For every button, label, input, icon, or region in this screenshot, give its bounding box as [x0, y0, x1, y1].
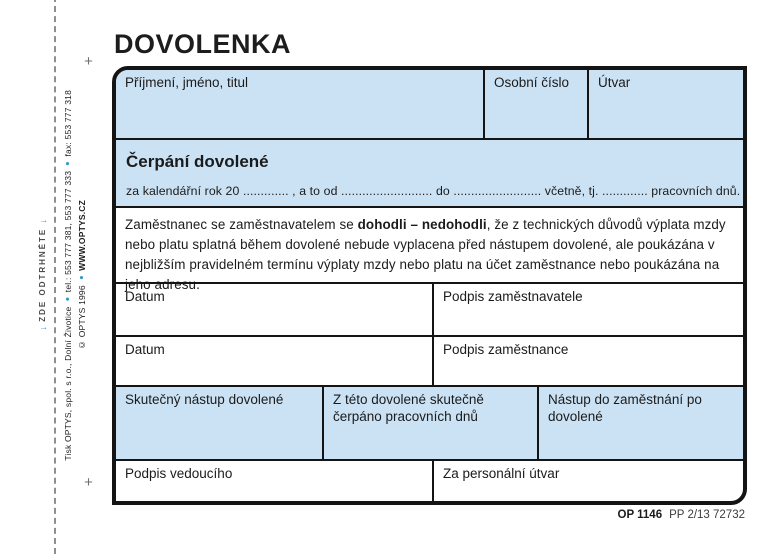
employer-signature-cell [432, 284, 743, 335]
actual-vacation-row [116, 385, 743, 459]
header-row [116, 70, 743, 138]
department-cell [587, 70, 743, 138]
days-taken-label: Z této dovolené skutečně čerpáno pracovních dnů [333, 392, 484, 424]
final-signature-row [116, 459, 743, 501]
name-field-cell [116, 70, 483, 138]
actual-start-cell [116, 387, 322, 459]
registration-plus-mark: + [84, 474, 93, 491]
perforation-dashed-line [54, 0, 56, 554]
bullet-icon: ● [63, 294, 72, 304]
date-cell [116, 337, 432, 385]
days-taken-cell [322, 387, 537, 459]
vacation-section-row [116, 138, 743, 206]
personal-number-label: Osobní číslo [494, 75, 570, 90]
vacation-form-table [112, 66, 747, 505]
vacation-section-cell [116, 140, 743, 206]
printer-fax: fax: 553 777 318 [63, 89, 73, 157]
hr-department-label: Za personální útvar [443, 466, 560, 481]
tear-arrow-icon: ↓ [38, 326, 48, 331]
bullet-icon: ● [63, 158, 72, 168]
agreement-bold-choice: dohodli – nedohodli [357, 217, 487, 232]
date-cell [116, 284, 432, 335]
print-code-detail: PP 2/13 72732 [669, 509, 745, 521]
manager-signature-label: Podpis vedoucího [125, 466, 233, 481]
registration-plus-mark: + [84, 53, 93, 70]
agreement-text-before: Zaměstnanec se zaměstnavatelem se [125, 217, 358, 232]
return-to-work-cell [537, 387, 743, 459]
copyright-line [75, 0, 89, 550]
website-text: WWW.OPTYS.CZ [77, 199, 87, 271]
actual-start-label: Skutečný nástup dovolené [125, 392, 284, 407]
agreement-row [116, 206, 743, 293]
print-code [618, 509, 745, 521]
tear-arrow-icon: ↓ [38, 219, 48, 224]
name-field-label: Příjmení, jméno, titul [125, 75, 249, 90]
employer-signature-row [116, 282, 743, 335]
hr-department-cell [432, 461, 743, 501]
return-to-work-label: Nástup do zaměstnání po dovolené [548, 392, 702, 424]
personal-number-cell [483, 70, 587, 138]
tear-off-label: ZDE ODTRHNĚTE [38, 228, 47, 322]
calendar-year-line: za kalendářní rok 20 ............. , a to od .......................... do ......................... včetně, tj. ............. pracovních dnů. [126, 183, 741, 198]
section-heading: Čerpání dovolené [126, 152, 269, 171]
employer-signature-label: Podpis zaměstnavatele [443, 289, 583, 304]
employee-signature-label: Podpis zaměstnance [443, 342, 569, 357]
date-label: Datum [125, 289, 165, 304]
form-title: DOVOLENKA [114, 29, 292, 59]
copyright-text: © OPTYS 1996 [77, 285, 87, 351]
print-code-number: OP 1146 [617, 509, 663, 521]
printer-phone: tel.: 553 777 381, 553 777 333 [63, 170, 73, 292]
printer-name: Tisk OPTYS, spol. s r.o., Dolní Životice [63, 306, 73, 461]
agreement-text-after: , že z technických důvodů výplata mzdy nebo platu splatná během dovolené nebude vyplacena před nástupem dovolené, ale poukázána v nejbližším pravidelném termínu výplaty mzdy nebo platu na účet zaměstnance nebo poukázána na jeho adresu. [125, 217, 726, 293]
bullet-icon: ● [77, 273, 86, 283]
printer-credit-line [61, 0, 75, 550]
tear-off-strip [33, 0, 53, 550]
manager-signature-cell [116, 461, 432, 501]
date-label: Datum [125, 342, 165, 357]
agreement-paragraph [116, 208, 743, 293]
department-label: Útvar [598, 75, 631, 90]
employee-signature-cell [432, 337, 743, 385]
employee-signature-row [116, 335, 743, 385]
